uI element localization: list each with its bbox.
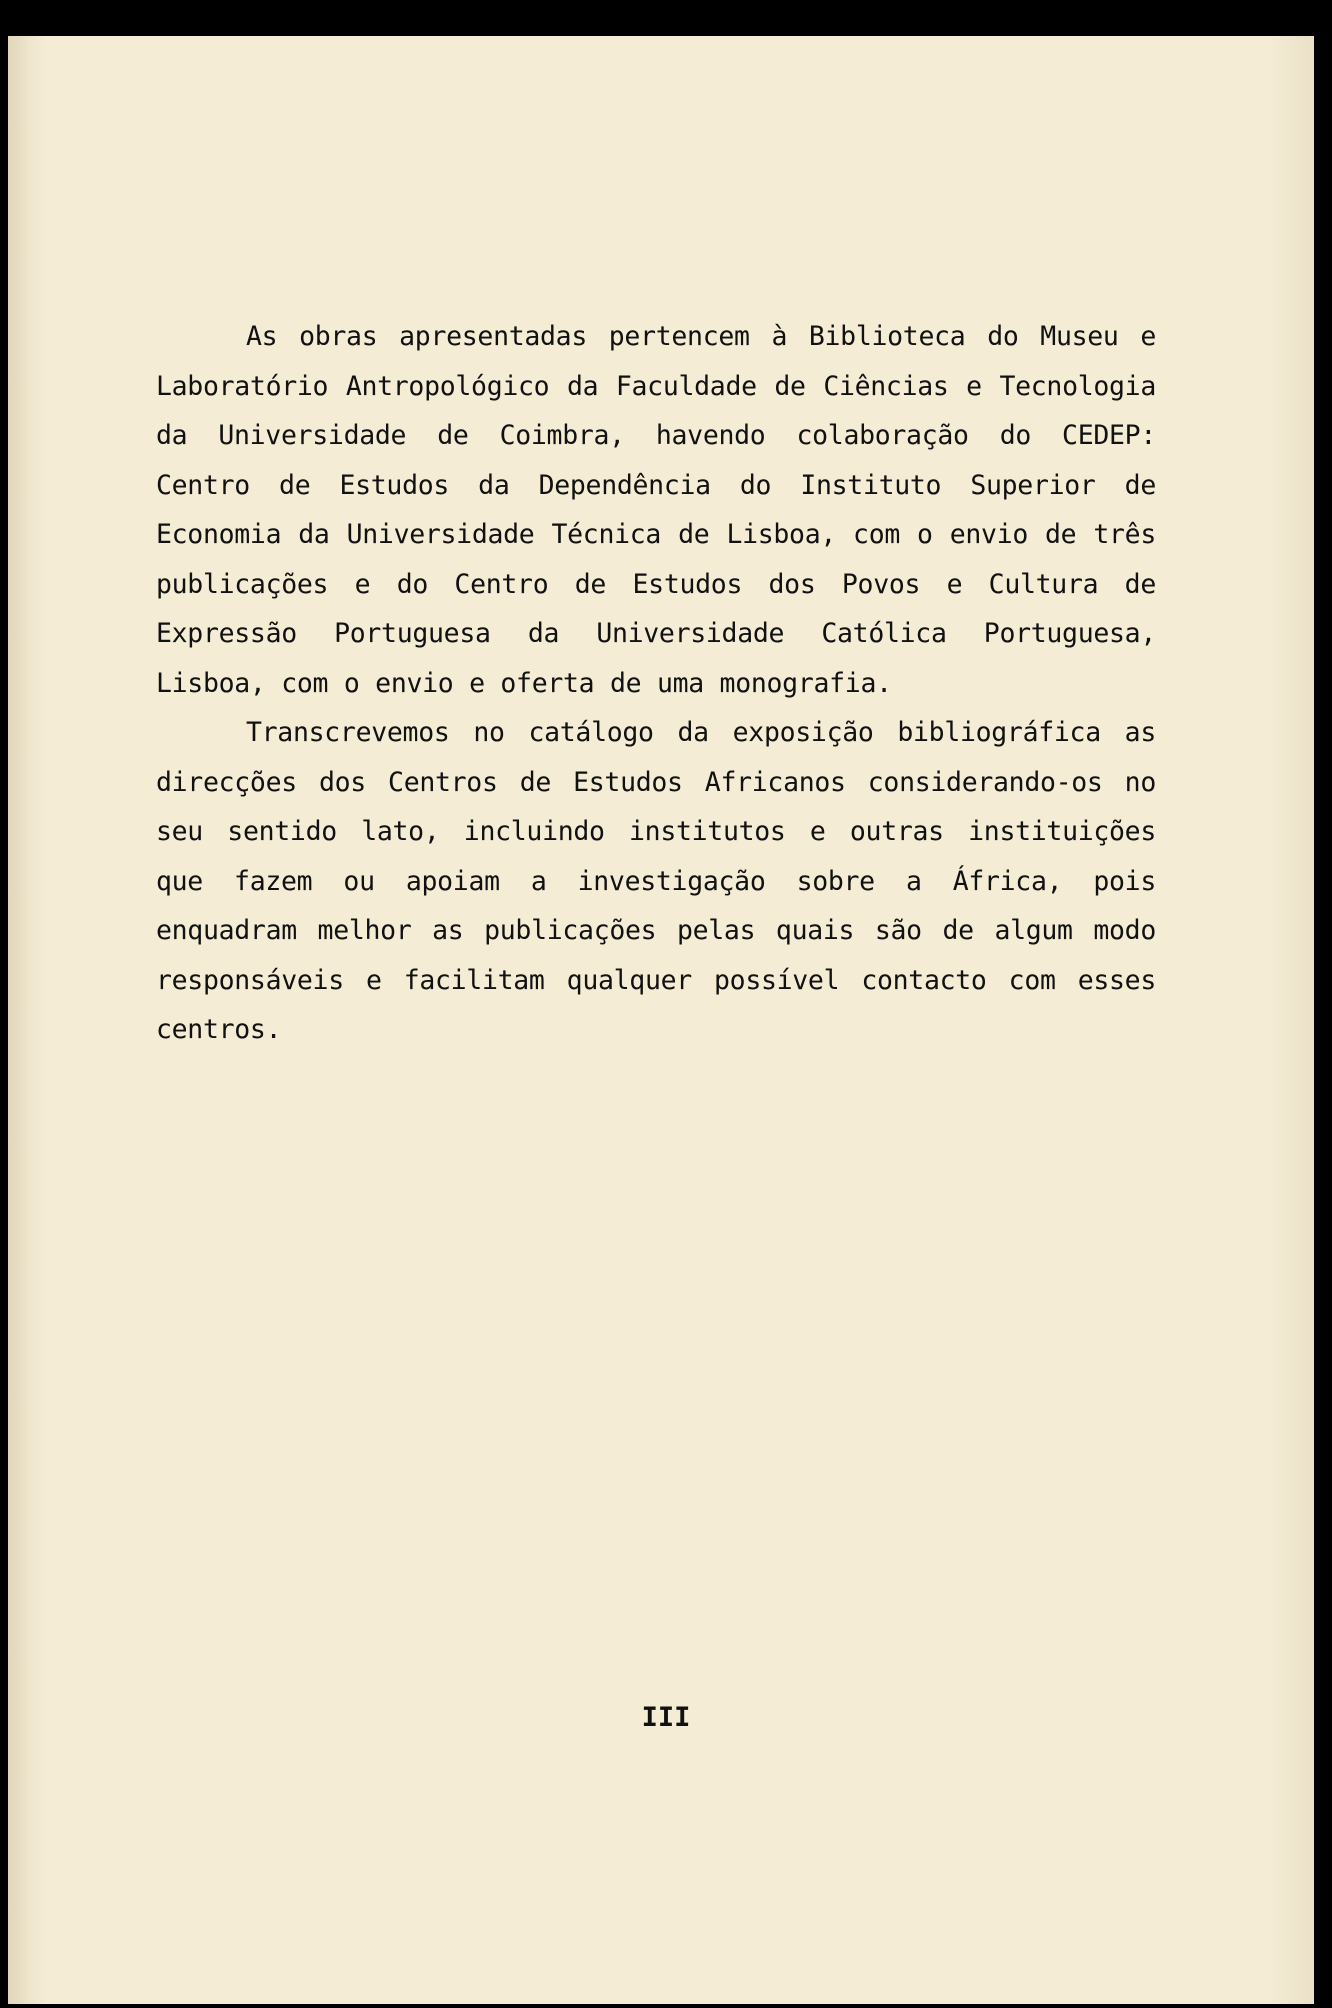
- paragraph-2: Transcrevemos no catálogo da exposição bibliográfica as direcções dos Centros de Estudos Africanos considerando-os no seu sentido lato, incluindo institutos e outras instituições que fazem ou apoiam a investigação sobre a África, pois enquadram melhor as publicações pelas quais são de algum modo responsáveis e facilitam qualquer possível contacto com esses centros.: [156, 717, 1156, 1045]
- paragraph-1: As obras apresentadas pertencem à Biblioteca do Museu e Laboratório Antropológico da Faculdade de Ciências e Tecnologia da Universidade de Coimbra, havendo colaboração do CEDEP: Centro de Estudos da Dependência do Instituto Superior de Economia da Universidade Técnica de Lisboa, com o envio de três publicações e do Centro de Estudos dos Povos e Cultura de Expressão Portuguesa da Universidade Católica Portuguesa, Lisboa, com o envio e oferta de uma monografia.: [156, 321, 1156, 699]
- body-text: [156, 312, 1156, 1055]
- page-number: III: [641, 1702, 691, 1733]
